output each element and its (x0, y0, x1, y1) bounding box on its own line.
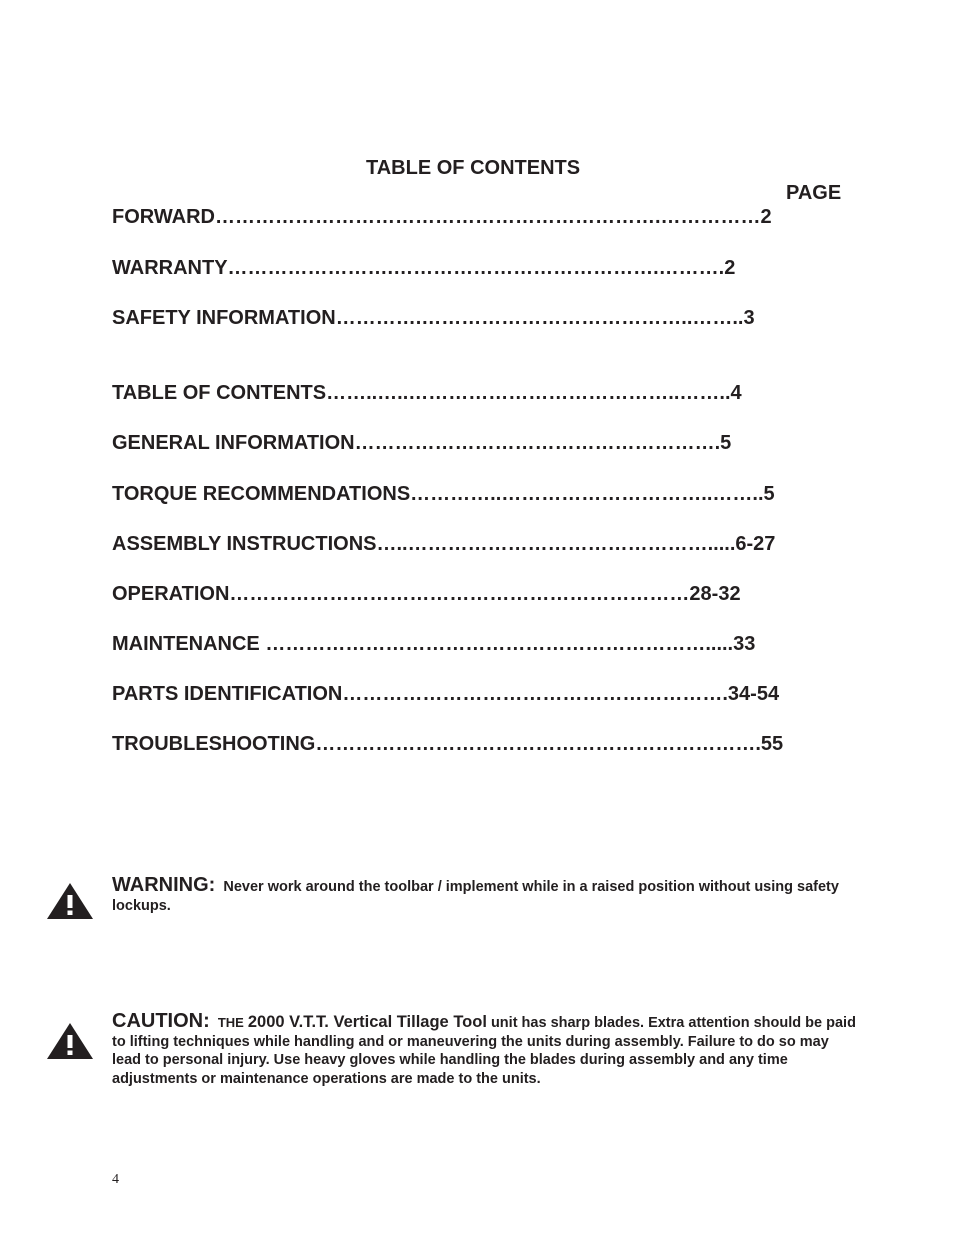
caution-text: unit has sharp blades. Extra attention should be paid to lifting techniques while handling and or maneuvering the units during assembly. Failure to do so may lead to personal injury. Use heavy gloves while handling the blades during assembly and any time adjustments or maintenance operations are made to the units. (112, 1015, 856, 1087)
page-column-header: PAGE (786, 182, 842, 204)
caution-prefix: THE (217, 1015, 244, 1030)
page-number: 4 (112, 1172, 119, 1187)
toc-entry-forward: FORWARD………………………………………………………….……………2 (112, 206, 772, 228)
warning-label: WARNING: (112, 874, 216, 896)
toc-entry-general-information: GENERAL INFORMATION……………………………………………….5 (112, 432, 732, 454)
toc-entry-maintenance: MAINTENANCE ………………………………………………………….....33 (112, 633, 756, 655)
toc-entry-safety-information: SAFETY INFORMATION………….…………………………………..……..3 (112, 307, 755, 329)
caution-triangle-icon (46, 1022, 94, 1060)
warning-notice (112, 876, 857, 915)
caution-label: CAUTION: (112, 1010, 210, 1032)
caution-notice (112, 1012, 857, 1088)
toc-title: TABLE OF CONTENTS (366, 157, 581, 179)
toc-entry-parts-identification: PARTS IDENTIFICATION………………………………………………….34-54 (112, 683, 780, 705)
toc-entry-torque-recommendations: TORQUE RECOMMENDATIONS…………..…………………………..……..5 (112, 483, 775, 505)
warning-text: Never work around the toolbar / implement while in a raised position without using safety lockups. (112, 879, 839, 914)
toc-entry-troubleshooting: TROUBLESHOOTING………………………………………………………….55 (112, 733, 784, 755)
toc-entry-table-of-contents: TABLE OF CONTENTS……..…..…………………………………..……..4 (112, 382, 742, 404)
toc-entry-operation: OPERATION……………………………………………………………28-32 (112, 583, 741, 605)
toc-entry-assembly-instructions: ASSEMBLY INSTRUCTIONS…..……………………………………….....6-27 (112, 533, 776, 555)
toc-entry-warranty: WARRANTY…………………….………………………………….……….2 (112, 257, 736, 279)
warning-triangle-icon (46, 882, 94, 920)
caution-product: 2000 V.T.T. Vertical Tillage Tool (247, 1013, 487, 1031)
